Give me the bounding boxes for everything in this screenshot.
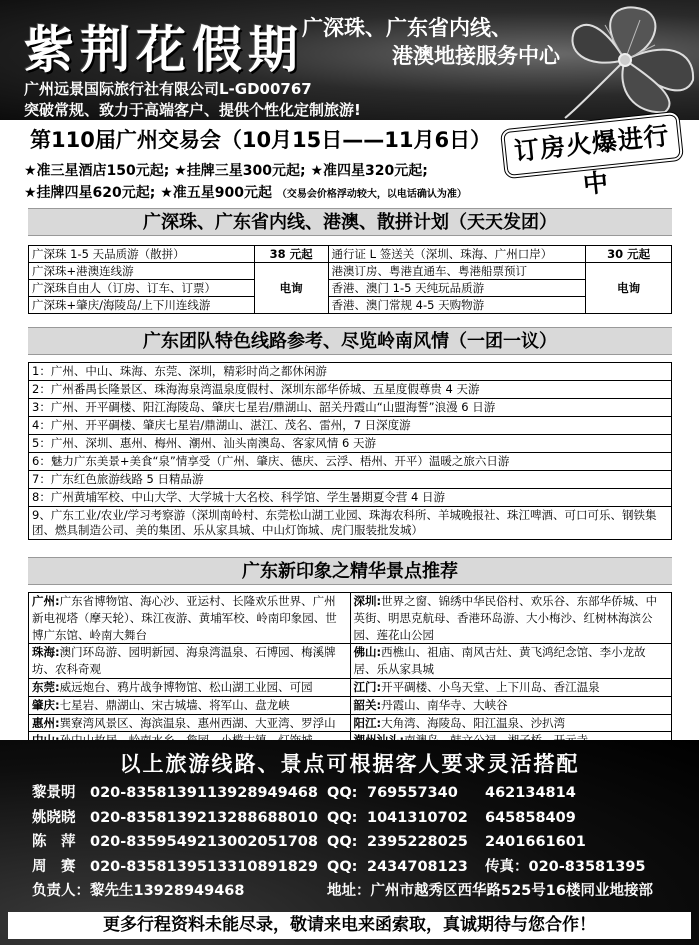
tour-price-call: 电询 (586, 263, 672, 314)
attraction-cell (29, 593, 351, 644)
city-label: 广州: (32, 594, 60, 608)
tour-price-call: 电询 (254, 263, 328, 314)
contact-mobile: 13288688010 (207, 809, 318, 826)
contacts-table (32, 781, 653, 904)
city-label: 江门: (353, 679, 382, 694)
attraction-cell (350, 644, 672, 679)
table-row (29, 435, 672, 453)
tour-price: 30 元起 (586, 246, 672, 263)
route-item: 1：广州、中山、珠海、东莞、深圳，精彩时尚之都休闲游 (29, 363, 672, 381)
tour-name: 广深珠+肇庆/海陵岛/上下川连线游 (29, 297, 255, 314)
service-line-1: 广深珠、广东省内线、 (302, 16, 512, 40)
price-row-2 (24, 182, 467, 206)
header-banner (0, 0, 699, 120)
tour-price: 38 元起 (254, 246, 328, 263)
flower-decoration-icon (555, 0, 699, 120)
contact-name: 周 赛 (32, 858, 76, 875)
service-center-title (302, 14, 560, 70)
attraction-list: 澳门环岛游、园明新园、海泉湾温泉、石博园、梅溪牌坊、农科奇观 (32, 645, 336, 677)
attraction-list: 七星岩、鼎湖山、宋古城墙、将军山、盘龙峡 (59, 697, 290, 712)
contact-qq-2: 2401661601 (485, 834, 586, 850)
table-row (29, 297, 672, 314)
brand-title: 紫荆花假期 (24, 21, 304, 79)
contact-mobile: 13002051708 (207, 834, 318, 850)
table-row (29, 381, 672, 399)
attraction-cell (350, 714, 672, 732)
contact-qq-1: 2395228025 (367, 834, 468, 850)
table-row (29, 453, 672, 471)
attraction-cell (350, 696, 672, 714)
price-row-2-text: ★挂牌四星620元起; ★准五星900元起 (24, 185, 273, 201)
table-row (29, 489, 672, 507)
table-row (29, 246, 672, 263)
contact-phone: 020-83581391 (90, 785, 207, 801)
service-line-2: 港澳地接服务中心 (392, 44, 560, 68)
route-item: 5：广州、深圳、惠州、梅州、潮州、汕头南澳岛、客家风情 6 天游 (29, 435, 672, 453)
city-label: 韶关: (353, 697, 382, 712)
qq-label: QQ: (327, 785, 358, 801)
route-item: 7：广东红色旅游线路 5 日精品游 (29, 471, 672, 489)
contact-name: 陈 萍 (32, 834, 76, 850)
qq-label: QQ: (327, 809, 358, 826)
attraction-list: 世界之窗、锦绣中华民俗村、欢乐谷、东部华侨城、中英街、明思克航母、香港环岛游、大小梅沙、红树林海滨公园、莲花山公园 (353, 594, 658, 642)
contact-row (32, 806, 653, 831)
city-label: 东莞: (32, 679, 60, 694)
table-row (29, 714, 672, 732)
attractions-table (28, 592, 672, 750)
tour-name: 广深珠自由人（订房、订车、订票） (29, 280, 255, 297)
attraction-cell (350, 593, 672, 644)
contact-mobile: 13310891829 (207, 858, 318, 875)
hotel-prices (24, 160, 467, 206)
city-label: 深圳: (353, 594, 382, 608)
contact-phone: 020-83595492 (90, 834, 207, 850)
table-row (29, 471, 672, 489)
attraction-list: 广东省博物馆、海心沙、亚运村、长隆欢乐世界、广州新电视塔（摩天轮）、珠江夜游、黄埔军校、岭南印象园、世博广东馆、岭南大舞台 (32, 594, 337, 642)
price-row-1: ★准三星酒店150元起; ★挂牌三星300元起; ★准四星320元起; (24, 163, 428, 179)
table-row (29, 417, 672, 435)
contact-qq-2: 645858409 (485, 809, 576, 826)
trade-fair-section (0, 120, 699, 208)
contact-name: 黎景明 (32, 785, 76, 801)
booking-hot-badge: 订房火爆进行中 (500, 111, 684, 180)
city-label: 阳江: (353, 715, 382, 730)
company-name: 广州远景国际旅行社有限公司L-GD00767 (24, 80, 312, 98)
tour-name: 广深珠+港澳连线游 (29, 263, 255, 280)
contact-qq-2: 462134814 (485, 785, 576, 801)
group-routes-table (28, 362, 672, 540)
slogan: 突破常规、致力于高端客户、提供个性化定制旅游! (24, 101, 361, 119)
section-title-attractions: 广东新印象之精华景点推荐 (28, 557, 672, 585)
contact-row (32, 830, 653, 855)
table-row (29, 593, 672, 644)
attraction-list: 巽寮湾风景区、海滨温泉、惠州西湖、大亚湾、罗浮山 (59, 715, 336, 730)
contact-phone: 020-83581392 (90, 809, 207, 826)
contact-fax: 传真：020-83581395 (485, 858, 646, 875)
route-item: 6：魅力广东美景+美食“泉”情享受（广州、肇庆、德庆、云浮、梧州、开平）温暖之旅六日游 (29, 453, 672, 471)
tour-name: 香港、澳门常规 4-5 天购物游 (328, 297, 586, 314)
contact-name: 姚晓晓 (32, 809, 76, 826)
attraction-cell (350, 678, 672, 696)
contact-row (32, 879, 653, 904)
city-label: 肇庆: (32, 697, 60, 712)
city-label: 佛山: (353, 645, 382, 660)
attraction-list: 丹霞山、南华寺、大峡谷 (381, 697, 508, 712)
price-note: （交易会价格浮动较大，以电话确认为准） (276, 189, 467, 200)
contact-row (32, 781, 653, 806)
flexible-arrangement-title: 以上旅游线路、景点可根据客人要求灵活搭配 (119, 752, 580, 776)
table-row (29, 263, 672, 280)
attraction-cell (29, 678, 351, 696)
route-item: 8：广州黄埔军校、中山大学、大学城十大名校、科学馆、学生暑期夏令营 4 日游 (29, 489, 672, 507)
table-row (29, 399, 672, 417)
route-item: 2：广州番禺长隆景区、珠海海泉湾温泉度假村、深圳东部华侨城、五星度假尊贵 4 天游 (29, 381, 672, 399)
trade-fair-title: 第110届广州交易会（10月15日——11月6日） (30, 128, 492, 152)
tour-name: 广深珠 1-5 天品质游（散拼） (29, 246, 255, 263)
contact-qq-1: 2434708123 (367, 858, 468, 875)
contact-section (0, 740, 699, 945)
contact-row (32, 855, 653, 880)
footer-note: 更多行程资料未能尽录，敬请来电来函索取，真诚期待与您合作！ (8, 912, 691, 939)
qq-label: QQ: (327, 858, 358, 875)
contact-mobile: 13928949468 (207, 785, 318, 801)
tour-name: 通行证 L 签送关（深圳、珠海、广州口岸） (328, 246, 586, 263)
address-info: 地址：广州市越秀区西华路525号16楼同业地接部 (327, 883, 653, 899)
contact-qq-1: 769557340 (367, 785, 458, 801)
contact-qq-1: 1041310702 (367, 809, 468, 826)
table-row (29, 678, 672, 696)
route-item: 4：广州、开平碉楼、肇庆七星岩/鼎湖山、湛江、茂名、雷州，7 日深度游 (29, 417, 672, 435)
manager-info: 负责人：黎先生13928949468 (32, 883, 245, 899)
attraction-cell (29, 644, 351, 679)
city-label: 珠海: (32, 645, 60, 660)
section-title-daily-tours: 广深珠、广东省内线、港澳、散拼计划（天天发团） (28, 208, 672, 236)
route-item: 3：广州、开平碉楼、阳江海陵岛、肇庆七星岩/鼎湖山、韶关丹霞山“山盟海誓”浪漫 6 日游 (29, 399, 672, 417)
attraction-list: 开平碉楼、小鸟天堂、上下川岛、香江温泉 (381, 679, 600, 694)
route-item: 9、广东工业/农业/学习考察游（深圳南岭村、东莞松山湖工业园、珠海农科所、羊城晚报社、珠江啤酒、可口可乐、钢铁集团、燃具制造公司、美的集团、乐从家具城、中山灯饰城、虎门服装批发城） (29, 507, 672, 540)
contact-phone: 020-83581395 (90, 858, 207, 875)
qq-label: QQ: (327, 834, 358, 850)
tour-name: 香港、澳门 1-5 天纯玩品质游 (328, 280, 586, 297)
tour-name: 港澳订房、粤港直通车、粤港船票预订 (328, 263, 586, 280)
city-label: 惠州: (32, 715, 60, 730)
attraction-list: 西樵山、祖庙、南风古灶、黄飞鸿纪念馆、李小龙故居、乐从家具城 (353, 645, 646, 677)
table-row (29, 280, 672, 297)
attraction-cell (29, 714, 351, 732)
table-row (29, 696, 672, 714)
attraction-cell (29, 696, 351, 714)
table-row (29, 363, 672, 381)
table-row (29, 507, 672, 540)
attraction-list: 大角湾、海陵岛、阳江温泉、沙扒湾 (381, 715, 566, 730)
attraction-list: 威远炮台、鸦片战争博物馆、松山湖工业园、可园 (59, 679, 313, 694)
daily-tours-table (28, 245, 672, 314)
section-title-group-routes: 广东团队特色线路参考、尽览岭南风情（一团一议） (28, 327, 672, 355)
table-row (29, 644, 672, 679)
